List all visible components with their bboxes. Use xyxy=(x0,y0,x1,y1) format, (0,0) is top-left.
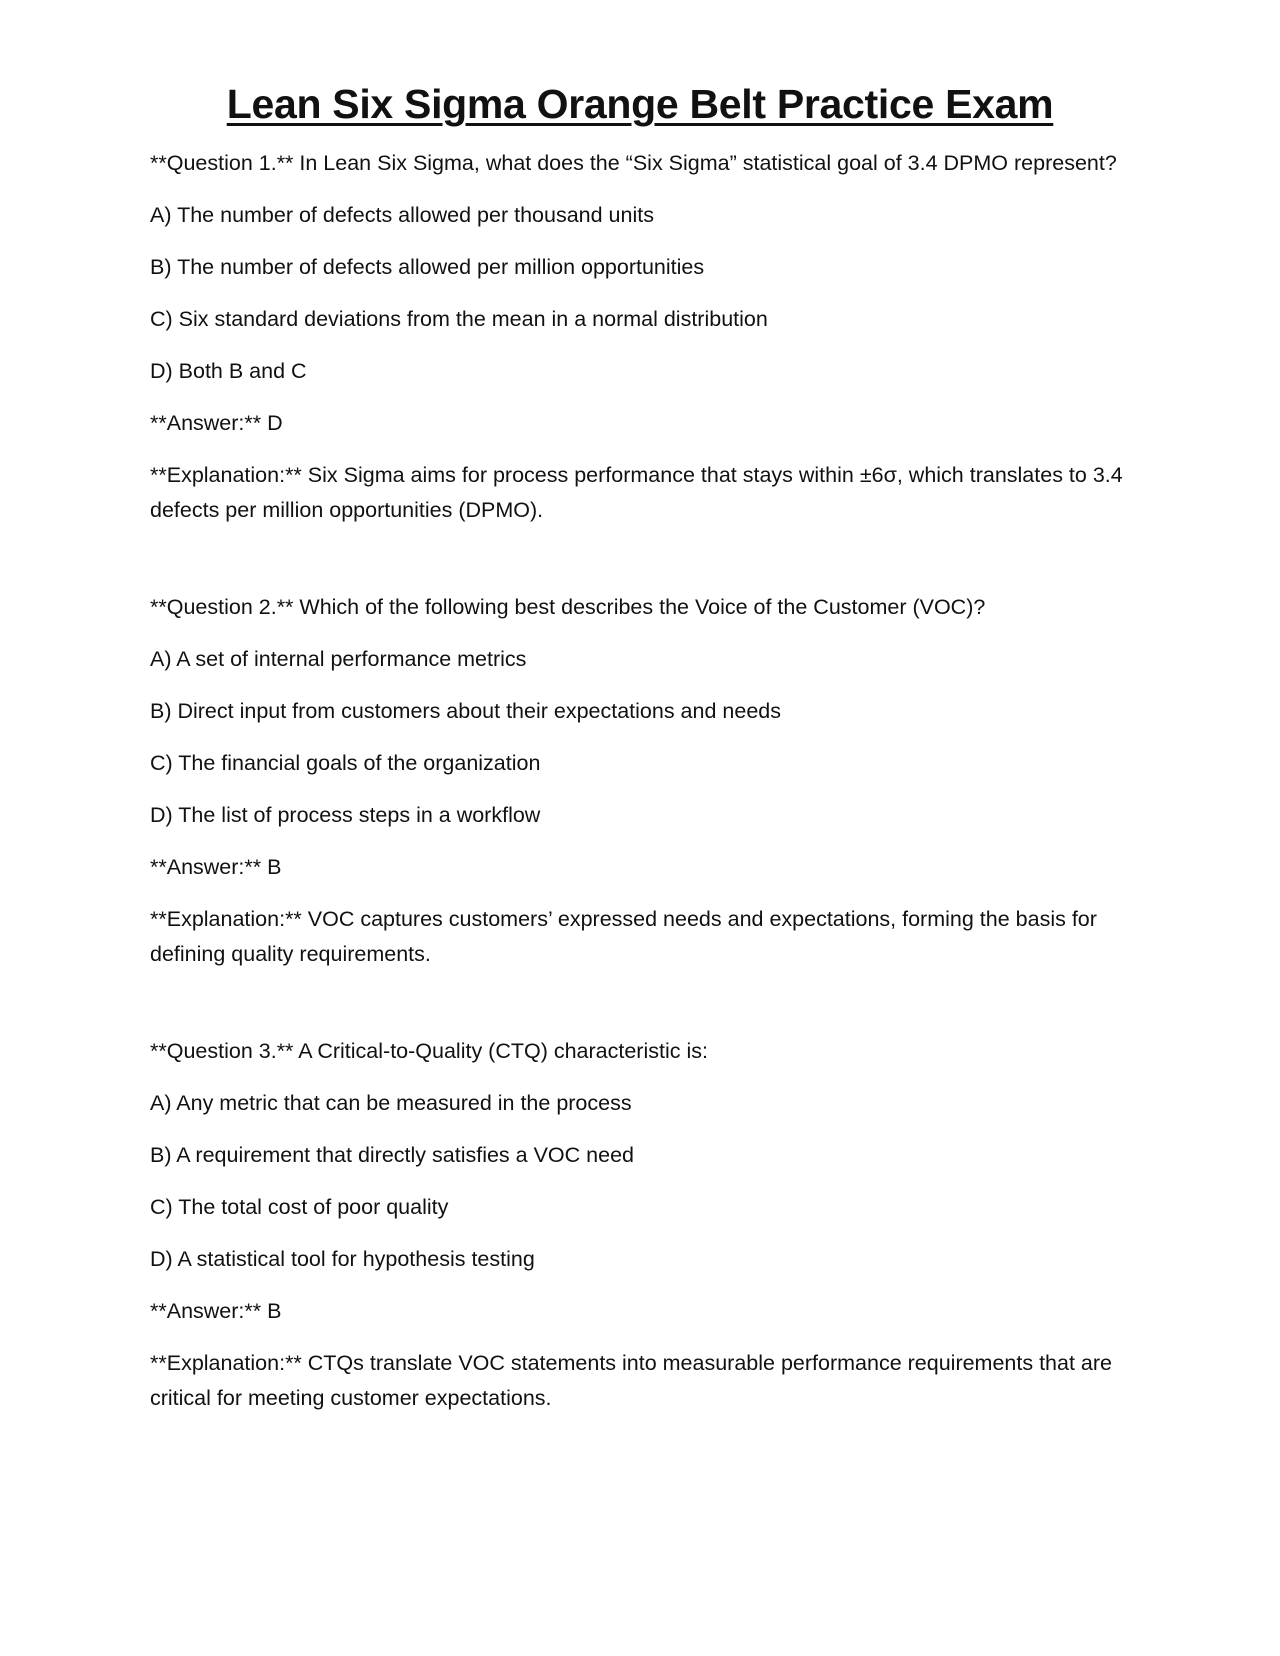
option-a: A) Any metric that can be measured in the process xyxy=(150,1091,632,1115)
document-body xyxy=(150,146,1150,1416)
question-text: **Question 3.** A Critical-to-Quality (CTQ) characteristic is: xyxy=(150,1039,708,1063)
answer-text: **Answer:** D xyxy=(150,411,283,435)
question-text: **Question 1.** In Lean Six Sigma, what does the “Six Sigma” statistical goal of 3.4 DPMO represent? xyxy=(150,151,1117,175)
option-c: C) Six standard deviations from the mean in a normal distribution xyxy=(150,307,768,331)
explanation-text: **Explanation:** CTQs translate VOC statements into measurable performance requirements that are critical for meeting customer expectations. xyxy=(150,1351,1112,1410)
explanation-text: **Explanation:** Six Sigma aims for process performance that stays within ±6σ, which translates to 3.4 defects per million opportunities (DPMO). xyxy=(150,463,1123,522)
option-d: D) The list of process steps in a workflow xyxy=(150,803,541,827)
explanation-text: **Explanation:** VOC captures customers’ expressed needs and expectations, forming the basis for defining quality requirements. xyxy=(150,907,1097,966)
option-d: D) A statistical tool for hypothesis testing xyxy=(150,1247,535,1271)
option-b: B) Direct input from customers about their expectations and needs xyxy=(150,699,781,723)
question-block-2 xyxy=(150,590,1150,972)
option-b: B) The number of defects allowed per million opportunities xyxy=(150,255,705,279)
question-block-3 xyxy=(150,1034,1150,1416)
option-d: D) Both B and C xyxy=(150,359,307,383)
question-text: **Question 2.** Which of the following best describes the Voice of the Customer (VOC)? xyxy=(150,595,986,619)
question-block-1 xyxy=(150,146,1150,528)
answer-text: **Answer:** B xyxy=(150,855,282,879)
document-title: Lean Six Sigma Orange Belt Practice Exam xyxy=(226,81,1054,127)
option-b: B) A requirement that directly satisfies a VOC need xyxy=(150,1143,634,1167)
answer-text: **Answer:** B xyxy=(150,1299,282,1323)
option-a: A) The number of defects allowed per thousand units xyxy=(150,203,654,227)
option-c: C) The total cost of poor quality xyxy=(150,1195,449,1219)
option-a: A) A set of internal performance metrics xyxy=(150,647,527,671)
option-c: C) The financial goals of the organization xyxy=(150,751,541,775)
